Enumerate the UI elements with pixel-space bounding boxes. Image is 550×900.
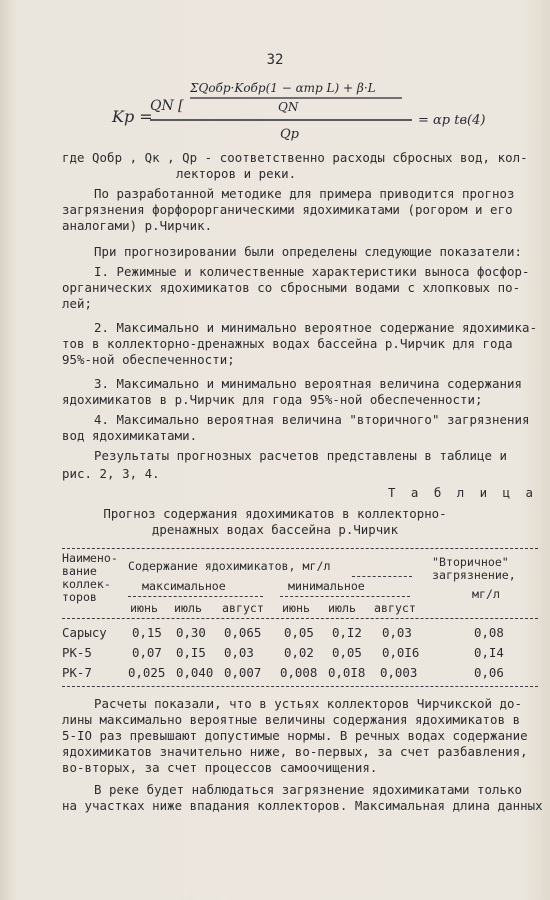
item2-line-1: 2. Максимально и минимально вероятное содержание ядохимика-	[94, 320, 538, 335]
formula-graphic	[112, 78, 532, 146]
table-header-rule	[62, 618, 538, 619]
row-3-value-4: 0,008	[280, 665, 318, 680]
where-line-2: лекторов и реки.	[176, 166, 297, 181]
formula-inner-denominator: QN	[278, 100, 299, 114]
concl1-line-4: ядохимикатов значительно ниже, во-первых, за счет разбавления,	[62, 744, 528, 759]
row-2-secondary: 0,I4	[474, 645, 504, 660]
row-1-value-5: 0,I2	[332, 625, 362, 640]
row-3-secondary: 0,06	[474, 665, 504, 680]
item3-line-1: 3. Максимально и минимально вероятная величина содержания	[94, 376, 523, 391]
header-min-rule	[280, 596, 410, 597]
header-max: максимальное	[142, 579, 226, 593]
concl2-line-2: на участках ниже впадания коллекторов. Максимальная длина данных	[62, 798, 543, 813]
row-1-name: Сарысу	[62, 625, 107, 640]
header-secondary-line-1: "Вторичное"	[432, 555, 509, 569]
where-line-1: где Qобр , Qк , Qр - соответственно расходы сбросных вод, кол-	[62, 150, 528, 165]
formula-tail: = αp tв(4)	[418, 113, 486, 128]
month-header-6: август	[374, 601, 416, 615]
table-bottom-rule	[62, 686, 538, 687]
row-1-secondary: 0,08	[474, 625, 504, 640]
formula-outer-denominator: Qp	[280, 127, 299, 142]
results-line-1: Результаты прогнозных расчетов представлены в таблице и	[94, 448, 508, 463]
formula-outer-prefix: QN [	[150, 98, 184, 114]
month-header-1: июнь	[130, 601, 158, 615]
month-header-2: июль	[174, 601, 202, 615]
table-top-rule	[62, 548, 538, 549]
formula-lhs: Kp =	[112, 107, 153, 126]
item1-line-3: лей;	[62, 296, 93, 311]
item4-line-1: 4. Максимально вероятная величина "вторичного" загрязнения	[94, 412, 530, 427]
item1-line-1: I. Режимные и количественные характеристики выноса фосфор-	[94, 264, 530, 279]
month-header-4: июнь	[282, 601, 310, 615]
table-caption-line-2: дренажных водах бассейна р.Чирчик	[151, 522, 399, 537]
row-2-value-4: 0,02	[284, 645, 314, 660]
header-name-line-1: Наимено-	[62, 551, 118, 565]
header-secondary-line-2: загрязнение,	[432, 568, 516, 582]
item4-line-2: вод ядохимикатами.	[62, 428, 198, 443]
row-1-value-4: 0,05	[284, 625, 314, 640]
row-2-value-3: 0,03	[224, 645, 254, 660]
header-min: минимальное	[288, 579, 365, 593]
concl2-line-1: В реке будет наблюдаться загрязнение ядохимикатами только	[94, 782, 523, 797]
header-name-line-2: вание	[62, 564, 97, 578]
month-header-3: август	[222, 601, 264, 615]
results-line-2: рис. 2, 3, 4.	[62, 466, 160, 481]
row-1-value-1: 0,15	[132, 625, 162, 640]
header-content: Содержание ядохимикатов, мг/л	[128, 559, 331, 573]
header-max-rule	[128, 596, 263, 597]
row-3-value-5: 0,0I8	[328, 665, 366, 680]
item2-line-3: 95%-ной обеспеченности;	[62, 352, 235, 367]
row-2-value-2: 0,I5	[176, 645, 206, 660]
row-1-value-6: 0,03	[382, 625, 412, 640]
header-secondary-line-3: мг/л	[472, 587, 500, 601]
p1-line-1: По разработанной методике для примера приводится прогноз	[94, 186, 515, 201]
formula	[112, 78, 532, 146]
row-3-value-3: 0,007	[224, 665, 262, 680]
row-2-value-1: 0,07	[132, 645, 162, 660]
concl1-line-5: во-вторых, за счет процессов самоочищения.	[62, 760, 378, 775]
row-1-value-3: 0,065	[224, 625, 262, 640]
table-label: Т а б л и ц а	[388, 485, 537, 500]
row-3-value-6: 0,003	[380, 665, 418, 680]
row-3-value-1: 0,025	[128, 665, 166, 680]
concl1-line-1: Расчеты показали, что в устьях коллекторов Чирчикской до-	[94, 696, 523, 711]
item3-line-2: ядохимикатов в р.Чирчик для года 95%-ной обеспеченности;	[62, 392, 483, 407]
item1-line-2: органических ядохимикатов со сбросными водами с хлопковых по-	[62, 280, 521, 295]
table-caption-line-1: Прогноз содержания ядохимикатов в коллекторно-	[103, 506, 447, 521]
p1-line-2: загрязнения форфорорганическими ядохимикатами (рогором и его	[62, 202, 513, 217]
page-number: 32	[266, 52, 284, 68]
row-3-name: РК-7	[62, 665, 92, 680]
header-name-line-4: торов	[62, 590, 97, 604]
header-name-line-3: коллек-	[62, 577, 111, 591]
row-3-value-2: 0,040	[176, 665, 214, 680]
header-content-rule	[352, 576, 412, 577]
p2-line-1: При прогнозировании были определены следующие показатели:	[94, 244, 523, 259]
p1-line-3: аналогами) р.Чирчик.	[62, 218, 213, 233]
concl1-line-2: лины максимально вероятные величины содержания ядохимикатов в	[62, 712, 521, 727]
row-2-name: РК-5	[62, 645, 92, 660]
row-2-value-5: 0,05	[332, 645, 362, 660]
formula-inner-numerator: ΣQобр·Kобр(1 − αтр L) + β·L	[190, 81, 376, 95]
month-header-5: июль	[328, 601, 356, 615]
concl1-line-3: 5-IO раз превышают допустимые нормы. В речных водах содержание	[62, 728, 528, 743]
row-2-value-6: 0,0I6	[382, 645, 420, 660]
row-1-value-2: 0,30	[176, 625, 206, 640]
item2-line-2: тов в коллекторно-дренажных водах бассейна р.Чирчик для года	[62, 336, 513, 351]
